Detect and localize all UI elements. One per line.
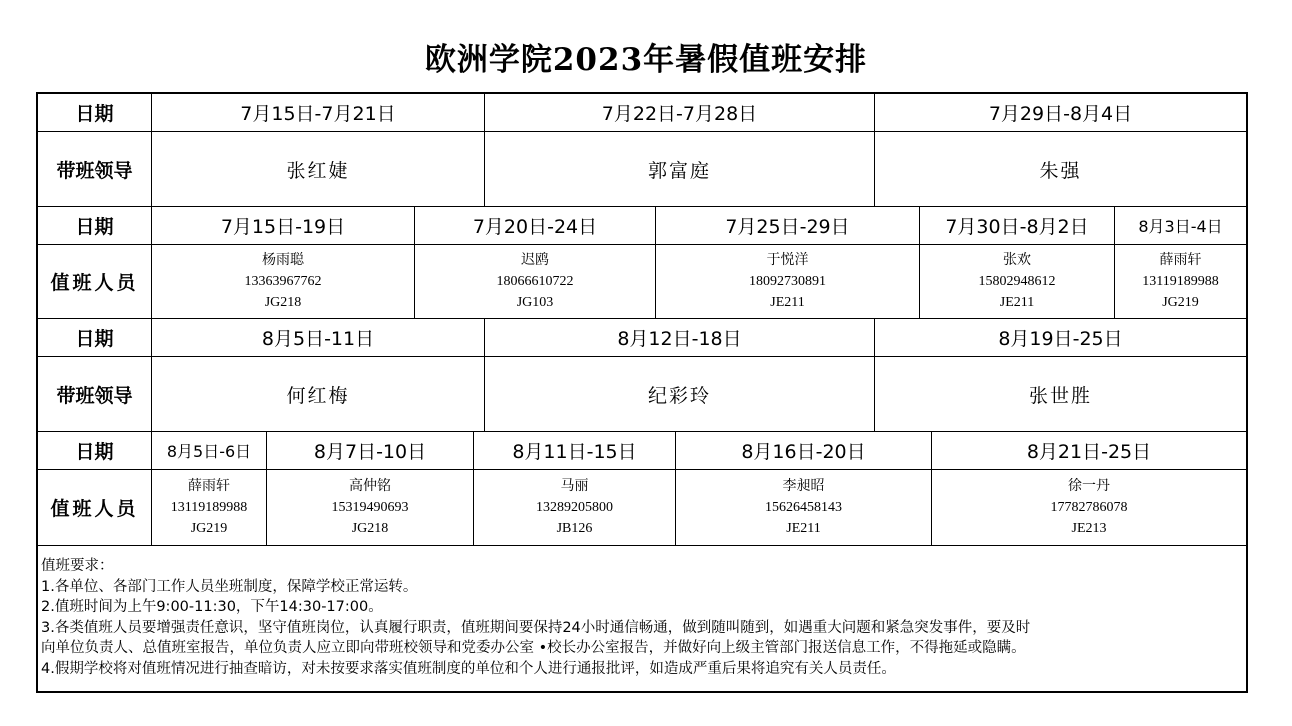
staff-date-cell: 8月11日-15日 bbox=[473, 431, 676, 470]
staff-room: JG218 bbox=[351, 521, 389, 536]
staff-date-cell: 8月3日-4日 bbox=[1114, 206, 1247, 245]
staff-name: 徐一丹 bbox=[1068, 479, 1110, 494]
staff-phone: 18092730891 bbox=[749, 274, 826, 289]
staff-cell bbox=[675, 469, 932, 546]
staff-cell bbox=[919, 244, 1115, 319]
leader-date-cell: 7月29日-8月4日 bbox=[874, 93, 1247, 132]
staff-name: 杨雨聪 bbox=[262, 253, 304, 268]
staff-room: JB126 bbox=[556, 521, 593, 536]
staff-phone: 15319490693 bbox=[331, 500, 409, 515]
staff-cell bbox=[1114, 244, 1247, 319]
leader-date-cell: 8月5日-11日 bbox=[151, 318, 485, 357]
staff-room: JE211 bbox=[786, 521, 821, 536]
staff-room: JG103 bbox=[516, 295, 554, 310]
staff-phone: 13119189988 bbox=[170, 500, 248, 515]
requirement-line: 1.各单位、各部门工作人员坐班制度，保障学校正常运转。 bbox=[41, 578, 418, 595]
date-label: 日期 bbox=[37, 93, 152, 132]
staff-name: 高仲铭 bbox=[349, 479, 391, 494]
staff-cell bbox=[473, 469, 676, 546]
staff-phone: 18066610722 bbox=[496, 274, 574, 289]
leader-date-cell: 7月15日-7月21日 bbox=[151, 93, 485, 132]
leader-name-cell: 纪彩玲 bbox=[484, 356, 875, 432]
leader-name-cell: 张世胜 bbox=[874, 356, 1247, 432]
staff-cell bbox=[931, 469, 1247, 546]
leader-date-cell: 8月12日-18日 bbox=[484, 318, 875, 357]
leader-date-cell: 7月22日-7月28日 bbox=[484, 93, 875, 132]
staff-date-cell: 7月30日-8月2日 bbox=[919, 206, 1115, 245]
staff-label: 值班人员 bbox=[37, 469, 152, 546]
requirements-heading: 值班要求： bbox=[41, 558, 114, 574]
staff-phone: 15802948612 bbox=[978, 274, 1056, 289]
staff-room: JE213 bbox=[1071, 521, 1107, 536]
requirement-line: 向单位负责人、总值班室报告，单位负责人应立即向带班校领导和党委办公室 •校长办公室报告，并做好向上级主管部门报送信息工作，不得拖延或隐瞒。 bbox=[41, 640, 1026, 656]
staff-date-cell: 8月21日-25日 bbox=[931, 431, 1247, 470]
staff-name: 迟鸥 bbox=[521, 253, 549, 268]
date-label: 日期 bbox=[37, 431, 152, 470]
staff-name: 薛雨轩 bbox=[1159, 253, 1202, 268]
page-title: 欧洲学院2023年暑假值班安排 bbox=[424, 42, 868, 78]
staff-cell bbox=[151, 469, 267, 546]
staff-room: JG218 bbox=[264, 295, 302, 310]
staff-date-cell: 8月7日-10日 bbox=[266, 431, 474, 470]
staff-room: JE211 bbox=[999, 295, 1035, 310]
staff-cell bbox=[151, 244, 415, 319]
requirement-line: 2.值班时间为上午9:00-11:30，下午14:30-17:00。 bbox=[41, 599, 383, 615]
staff-name: 李昶昭 bbox=[782, 479, 825, 494]
staff-name: 马丽 bbox=[560, 479, 589, 494]
leader-name-cell: 郭富庭 bbox=[484, 131, 875, 207]
leader-label: 带班领导 bbox=[37, 131, 152, 207]
staff-date-cell: 7月25日-29日 bbox=[655, 206, 920, 245]
staff-date-cell: 8月5日-6日 bbox=[151, 431, 267, 470]
staff-room: JG219 bbox=[190, 521, 228, 536]
staff-phone: 17782786078 bbox=[1050, 500, 1128, 515]
staff-phone: 13363967762 bbox=[244, 274, 322, 289]
leader-name-cell: 何红梅 bbox=[151, 356, 485, 432]
staff-cell bbox=[414, 244, 656, 319]
leader-name-cell: 张红婕 bbox=[151, 131, 485, 207]
staff-phone: 13289205800 bbox=[536, 500, 613, 515]
requirement-line: 4.假期学校将对值班情况进行抽查暗访，对未按要求落实值班制度的单位和个人进行通报批评，如造成严重后果将追究有关人员责任。 bbox=[41, 660, 896, 677]
staff-room: JG219 bbox=[1162, 295, 1199, 310]
staff-name: 张欢 bbox=[1003, 253, 1031, 268]
date-label: 日期 bbox=[37, 318, 152, 357]
leader-date-cell: 8月19日-25日 bbox=[874, 318, 1247, 357]
staff-name: 薛雨轩 bbox=[188, 479, 230, 494]
staff-cell bbox=[266, 469, 474, 546]
staff-phone: 15626458143 bbox=[765, 500, 842, 515]
staff-date-cell: 8月16日-20日 bbox=[675, 431, 932, 470]
staff-date-cell: 7月15日-19日 bbox=[151, 206, 415, 245]
date-label: 日期 bbox=[37, 206, 152, 245]
staff-label: 值班人员 bbox=[37, 244, 152, 319]
leader-label: 带班领导 bbox=[37, 356, 152, 432]
staff-room: JE211 bbox=[770, 295, 805, 310]
requirement-line: 3.各类值班人员要增强责任意识，坚守值班岗位，认真履行职责，值班期间要保持24小时通信畅通，做到随叫随到，如遇重大问题和紧急突发事件，要及时 bbox=[41, 619, 1031, 636]
leader-name-cell: 朱强 bbox=[874, 131, 1247, 207]
requirements-section bbox=[38, 545, 1246, 691]
staff-cell bbox=[655, 244, 920, 319]
staff-date-cell: 7月20日-24日 bbox=[414, 206, 656, 245]
staff-phone: 13119189988 bbox=[1142, 274, 1219, 289]
staff-name: 于悦洋 bbox=[766, 253, 809, 268]
